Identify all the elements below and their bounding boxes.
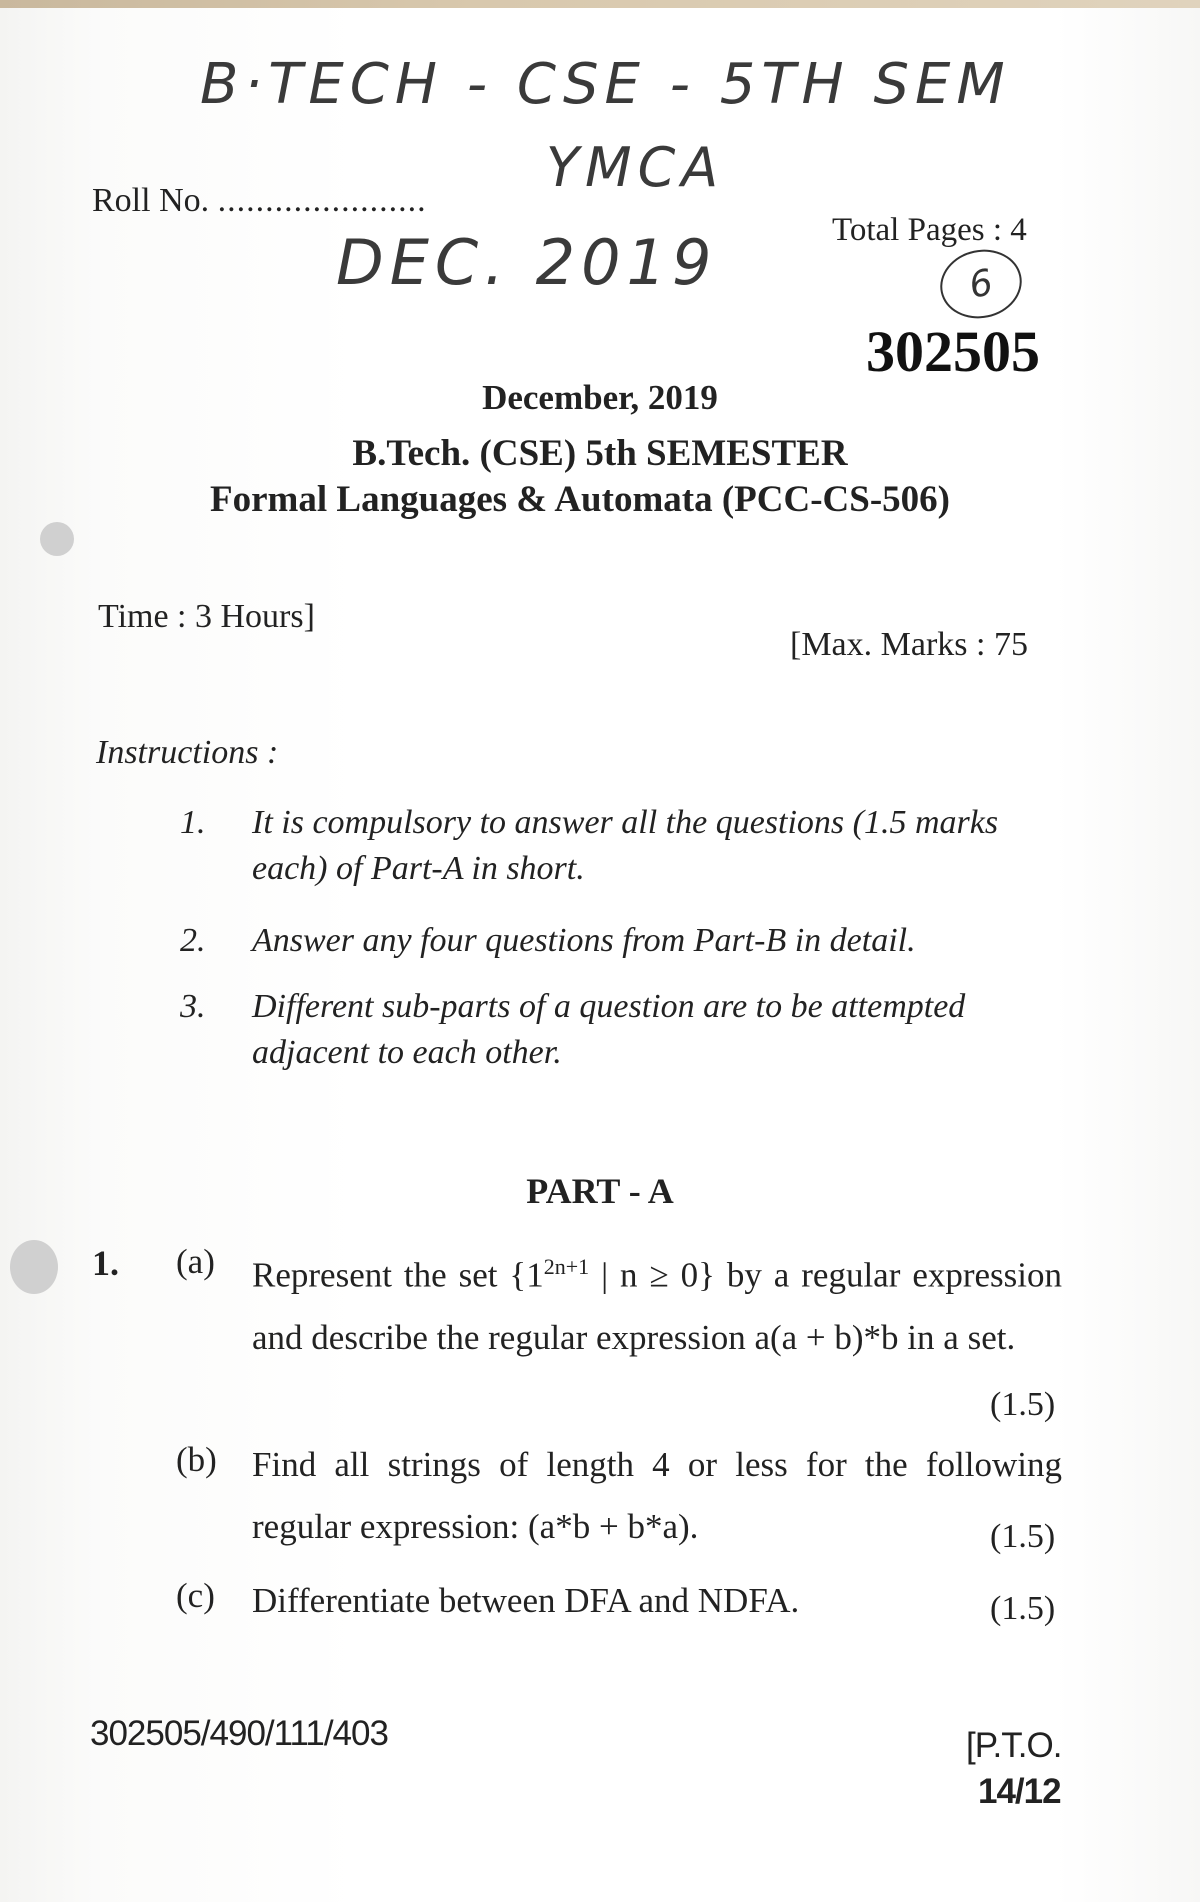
instruction-text: It is compulsory to answer all the questions (1.5 marks each) of Part-A in short.: [252, 804, 999, 887]
instruction-number: 2.: [180, 922, 206, 959]
roll-number-field: [92, 182, 427, 220]
handwritten-date: DEC. 2019: [336, 226, 718, 299]
instruction-text: Different sub-parts of a question are to be attempted adjacent to each other.: [252, 988, 966, 1071]
subquestion-marks: (1.5): [990, 1386, 1056, 1423]
paper-top-edge: [0, 0, 1200, 8]
exam-month: December, 2019: [482, 378, 718, 417]
subquestion-label: (b): [176, 1440, 217, 1479]
instruction-number: 3.: [180, 988, 206, 1025]
roll-dots: ......................: [217, 182, 427, 219]
handwritten-circled-number: 6: [934, 242, 1028, 326]
program-title: B.Tech. (CSE) 5th SEMESTER: [352, 433, 848, 474]
total-pages: Total Pages : 4: [832, 212, 1027, 248]
part-a-heading: PART - A: [526, 1171, 674, 1211]
set-exponent: 2n+1: [543, 1254, 590, 1279]
subquestion-text-part: | n ≥ 0} by a regular expression and describe the regular expression a(a + b)*b in a set.: [252, 1255, 1063, 1357]
punch-hole-mark: [40, 522, 74, 556]
handwritten-course: B·TECH - CSE - 5TH SEM: [200, 52, 1011, 117]
instructions-heading: Instructions :: [96, 734, 279, 771]
punch-hole-mark: [10, 1240, 58, 1294]
instruction-number: 1.: [180, 804, 206, 841]
subquestion-text: [252, 1236, 1062, 1369]
subquestion-text: Find all strings of length 4 or less for the following regular expression: (a*b + b*a).: [252, 1445, 1062, 1546]
subquestion-label: (a): [176, 1242, 215, 1281]
footer-code: 302505/490/111/403: [90, 1714, 388, 1753]
subquestion-label: (c): [176, 1576, 215, 1615]
pto-note: [P.T.O.: [966, 1726, 1062, 1765]
roll-label: Roll No.: [92, 182, 210, 219]
handwritten-institute: YMCA: [546, 136, 725, 199]
subquestion-text: Differentiate between DFA and NDFA.: [252, 1581, 800, 1620]
question-number: 1.: [92, 1243, 119, 1283]
time-allowed: Time : 3 Hours]: [98, 598, 315, 635]
subquestion-text-part: Represent the set {1: [252, 1255, 544, 1295]
instruction-text: Answer any four questions from Part-B in detail.: [252, 922, 916, 959]
subject-title: Formal Languages & Automata (PCC-CS-506): [210, 479, 950, 520]
subquestion-marks: (1.5): [990, 1590, 1056, 1627]
subquestion-marks: (1.5): [990, 1518, 1056, 1555]
page-number: 14/12: [978, 1772, 1061, 1811]
max-marks: [Max. Marks : 75: [790, 626, 1028, 663]
paper-code: 302505: [866, 319, 1040, 384]
